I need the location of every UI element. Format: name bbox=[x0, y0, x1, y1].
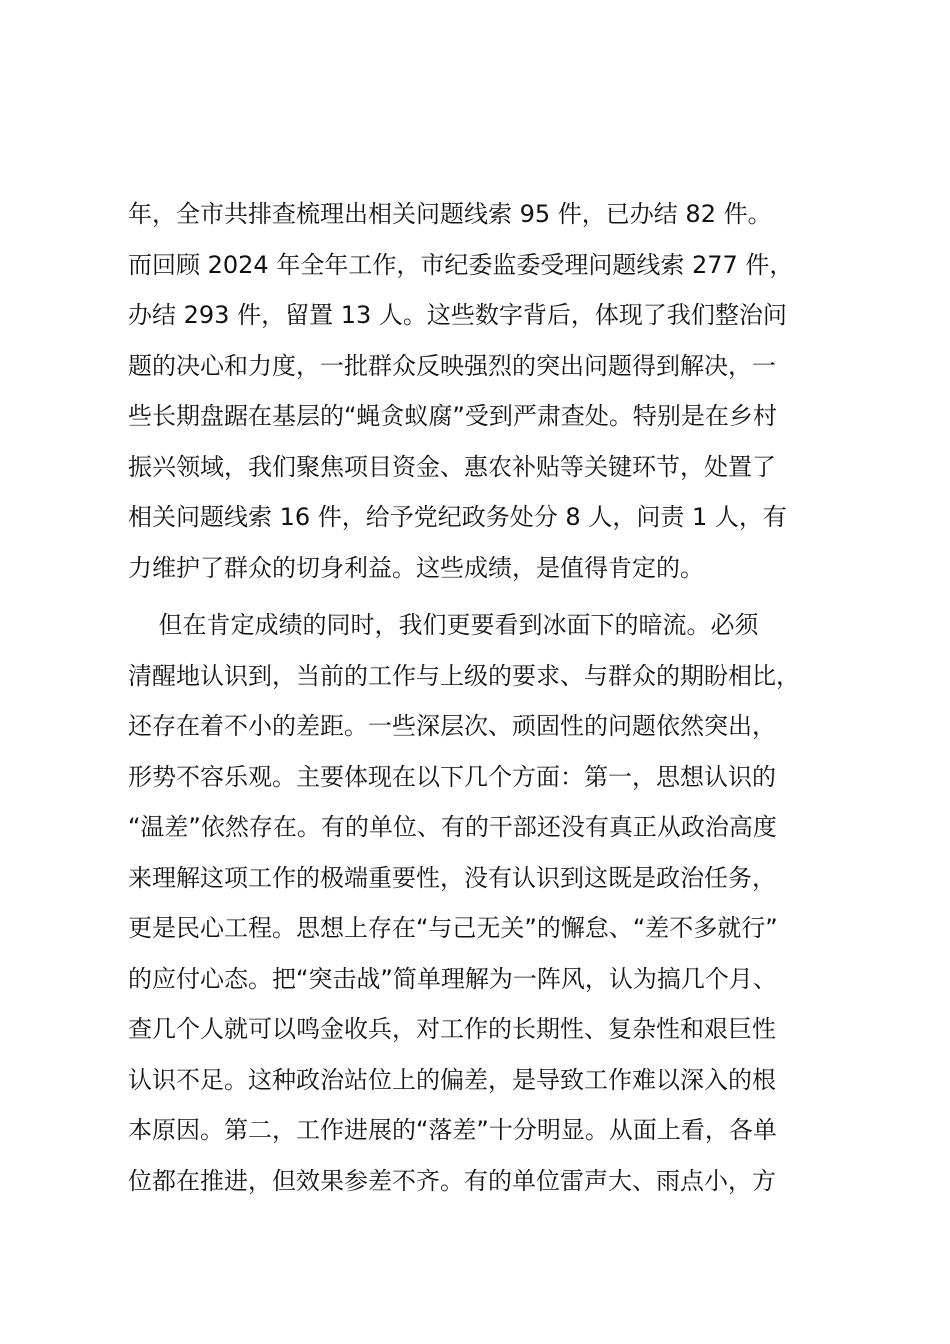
text-line: 形势不容乐观。主要体现在以下几个方面：第一，思想认识的 bbox=[128, 762, 776, 791]
text-line: 题的决心和力度，一批群众反映强烈的突出问题得到解决，一 bbox=[128, 351, 776, 380]
text-line: 相关问题线索 16 件，给予党纪政务处分 8 人，问责 1 人，有 bbox=[128, 503, 787, 531]
text-line: 本原因。第二，工作进展的“落差”十分明显。从面上看，各单 bbox=[128, 1116, 777, 1144]
text-line: 更是民心工程。思想上存在“与己无关”的懈怠、“差不多就行” bbox=[128, 914, 778, 942]
text-line: “温差”依然存在。有的单位、有的干部还没有真正从政治高度 bbox=[128, 813, 777, 841]
text-line: 些长期盘踞在基层的“蝇贪蚁腐”受到严肃查处。特别是在乡村 bbox=[128, 402, 777, 430]
text-line: 而回顾 2024 年全年工作，市纪委监委受理问题线索 277 件， bbox=[128, 250, 794, 279]
text-line: 年，全市共排查梳理出相关问题线索 95 件，已办结 82 件。 bbox=[128, 200, 772, 228]
text-line: 还存在着不小的差距。一些深层次、顽固性的问题依然突出， bbox=[128, 712, 776, 740]
text-line: 办结 293 件，留置 13 人。这些数字背后，体现了我们整治问 bbox=[128, 301, 787, 329]
text-line: 力维护了群众的切身利益。这些成绩，是值得肯定的。 bbox=[128, 553, 704, 582]
text-line: 认识不足。这种政治站位上的偏差，是导致工作难以深入的根 bbox=[128, 1065, 776, 1094]
text-line: 查几个人就可以鸣金收兵，对工作的长期性、复杂性和艰巨性 bbox=[128, 1015, 776, 1043]
text-line: 位都在推进，但效果参差不齐。有的单位雷声大、雨点小，方 bbox=[128, 1166, 776, 1195]
text-line: 清醒地认识到，当前的工作与上级的要求、与群众的期盼相比， bbox=[128, 661, 800, 690]
paragraph-1 bbox=[128, 193, 848, 597]
text-line: 但在肯定成绩的同时，我们更要看到冰面下的暗流。必须 bbox=[128, 611, 759, 639]
text-line: 的应付心态。把“突击战”简单理解为一阵风，认为搞几个月、 bbox=[128, 964, 777, 993]
text-line: 振兴领域，我们聚焦项目资金、惠农补贴等关键环节，处置了 bbox=[128, 452, 776, 481]
paragraph-2 bbox=[128, 604, 848, 1210]
text-line: 来理解这项工作的极端重要性，没有认识到这既是政治任务， bbox=[128, 863, 776, 892]
document-body bbox=[128, 193, 848, 1210]
paragraph-spacing bbox=[128, 597, 848, 604]
